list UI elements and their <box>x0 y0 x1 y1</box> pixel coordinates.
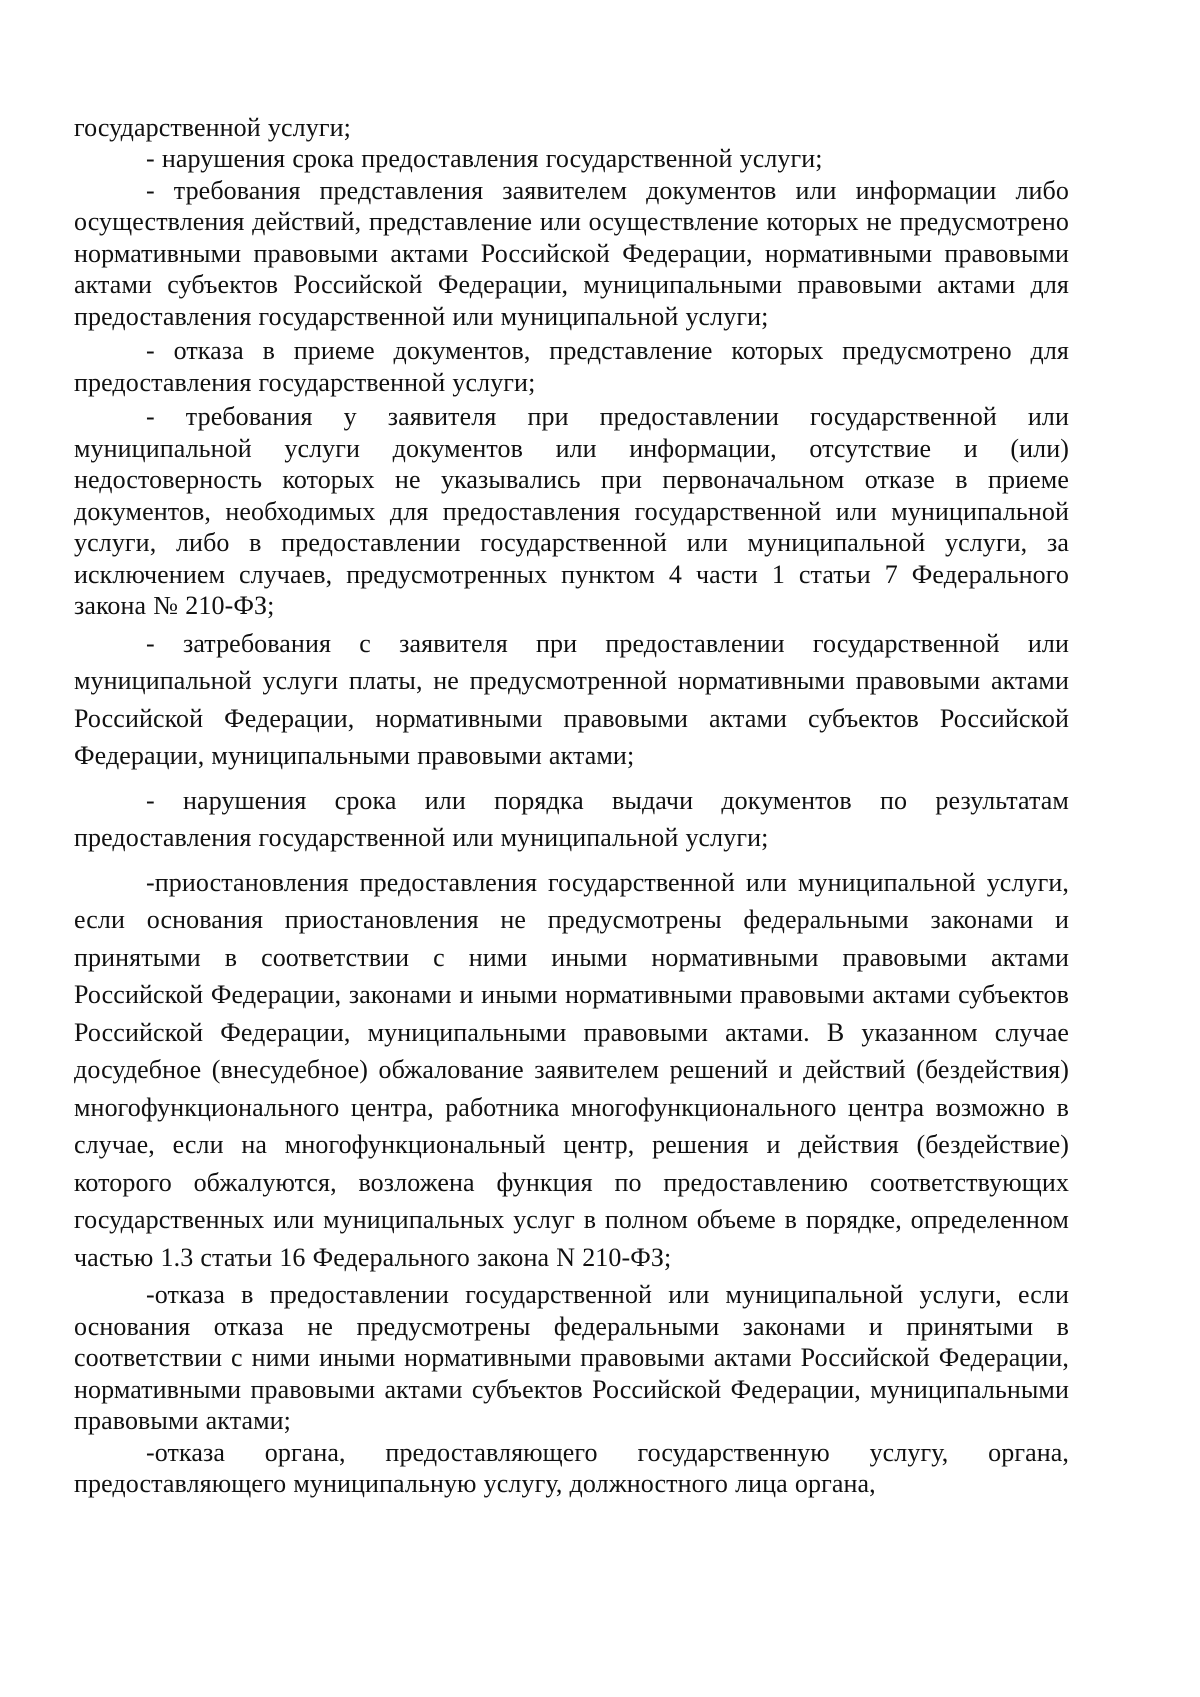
paragraph-continuation: государственной услуги; <box>74 113 351 142</box>
paragraph-5: - затребования с заявителя при предоставлении государственной или муниципальной услуги платы, не предусмотренной нормативными правовыми актами Российской Федерации, нормативными правовыми актами субъектов Российской Федерации, муниципальными правовыми актами; <box>74 628 1069 770</box>
paragraph-8: -отказа в предоставлении государственной или муниципальной услуги, если основания отказа не предусмотрены федеральными законами и принятыми в соответствии с ними иными нормативными правовыми актами Российской Федерации, нормативными правовыми актами субъектов Российской Федерации, муниципальными правовыми актами; <box>74 1280 1069 1435</box>
document-body <box>74 112 1069 1500</box>
paragraph-1: - нарушения срока предоставления государственной услуги; <box>146 144 823 173</box>
paragraph-3: - отказа в приеме документов, представление которых предусмотрено для предоставления государственной услуги; <box>74 336 1069 397</box>
paragraph-6: - нарушения срока или порядка выдачи документов по результатам предоставления государственной или муниципальной услуги; <box>74 785 1069 852</box>
paragraph-9: -отказа органа, предоставляющего государственную услугу, органа, предоставляющего муниципальную услугу, должностного лица органа, <box>74 1437 1069 1498</box>
paragraph-4: - требования у заявителя при предоставлении государственной или муниципальной услуги документов или информации, отсутствие и (или) недостоверность которых не указывались при первоначальном отказе в приеме документов, необходимых для предоставления государственной или муниципальной услуги, либо в предоставлении государственной или муниципальной услуги, за исключением случаев, предусмотренных пунктом 4 части 1 статьи 7 Федерального закона № 210-ФЗ; <box>74 402 1069 620</box>
paragraph-2: - требования представления заявителем документов или информации либо осуществления действий, представление или осуществление которых не предусмотрено нормативными правовыми актами Российской Федерации, нормативными правовыми актами субъектов Российской Федерации, муниципальными правовыми актами для предоставления государственной или муниципальной услуги; <box>74 175 1069 331</box>
paragraph-7: -приостановления предоставления государственной или муниципальной услуги, если основания приостановления не предусмотрены федеральными законами и принятыми в соответствии с ними иными нормативными правовыми актами Российской Федерации, законами и иными нормативными правовыми актами субъектов Российской Федерации, муниципальными правовыми актами. В указанном случае досудебное (внесудебное) обжалование заявителем решений и действий (бездействия) многофункционального центра, работника многофункционального центра возможно в случае, если на многофункциональный центр, решения и действия (бездействие) которого обжалуются, возложена функция по предоставлению соответствующих государственных или муниципальных услуг в полном объеме в порядке, определенном частью 1.3 статьи 16 Федерального закона N 210-ФЗ; <box>74 867 1069 1272</box>
